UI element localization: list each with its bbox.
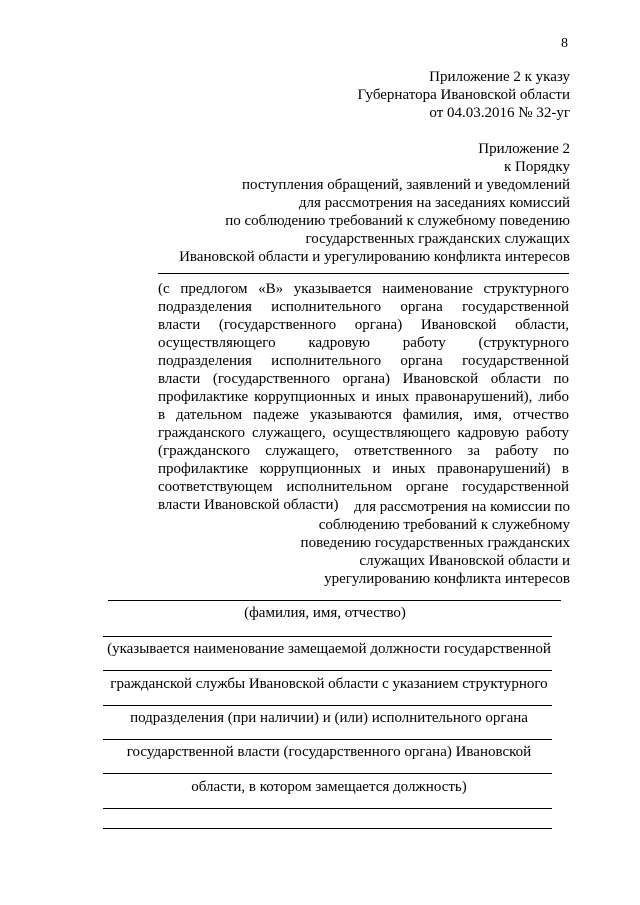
instruction-line: осуществляющего кадровую работу (структурного: [158, 335, 569, 351]
commission-line: поведению государственных гражданских: [300, 535, 570, 551]
position-caption: гражданской службы Ивановской области с указанием структурного: [110, 676, 548, 692]
appendix-order-line: государственных гражданских служащих: [305, 231, 570, 247]
instruction-line: профилактике коррупционных и иных правонарушений) в: [158, 461, 569, 477]
appendix-order-line: к Порядку: [504, 159, 570, 175]
appendix-decree-line: от 04.03.2016 № 32-уг: [429, 105, 570, 121]
commission-line: соблюдению требований к служебному: [318, 517, 570, 533]
position-caption: государственной власти (государственного органа) Ивановской: [126, 744, 532, 760]
page-number: 8: [561, 36, 568, 51]
appendix-order-line: Ивановской области и урегулированию конфликта интересов: [179, 249, 570, 265]
commission-line: служащих Ивановской области и: [359, 553, 570, 569]
position-caption: области, в котором замещается должность): [191, 779, 467, 795]
position-line[interactable]: [103, 828, 552, 829]
position-caption: подразделения (при наличии) и (или) исполнительного органа: [130, 710, 528, 726]
position-line[interactable]: [103, 636, 552, 637]
position-line[interactable]: [103, 739, 552, 740]
instruction-line: соответствующем исполнительном органе государственной: [158, 479, 569, 495]
commission-heading: [301, 498, 570, 588]
appendix-decree-line: Губернатора Ивановской области: [357, 87, 570, 103]
instruction-line: власти Ивановской области): [158, 497, 339, 513]
full-name-caption: (фамилия, имя, отчество): [244, 605, 406, 621]
commission-line: для рассмотрения на комиссии по: [354, 499, 570, 515]
instruction-line: власти (государственного органа) Ивановской области по: [158, 371, 569, 387]
appendix-decree-heading: [357, 68, 570, 122]
instruction-line: (с предлогом «В» указывается наименование структурного: [158, 281, 569, 297]
position-line[interactable]: [103, 773, 552, 774]
instruction-line: власти (государственного органа) Ивановской области,: [158, 317, 569, 333]
addressee-instructions: [158, 280, 569, 514]
appendix-order-line: для рассмотрения на заседаниях комиссий: [298, 195, 570, 211]
instruction-line: подразделения исполнительного органа государственной: [158, 353, 569, 369]
position-line[interactable]: [103, 808, 552, 809]
position-caption: (указывается наименование замещаемой должности государственной: [107, 641, 551, 657]
instruction-line: подразделения исполнительного органа государственной: [158, 299, 569, 315]
full-name-line[interactable]: [108, 600, 561, 601]
appendix-order-line: по соблюдению требований к служебному поведению: [225, 213, 570, 229]
appendix-order-line: Приложение 2: [478, 141, 570, 157]
instruction-line: гражданского служащего, осуществляющего кадровую работу: [158, 425, 569, 441]
instruction-line: в дательном падеже указываются фамилия, имя, отчество: [158, 407, 569, 423]
instruction-line: (гражданского служащего, ответственного за работу по: [158, 443, 569, 459]
commission-line: урегулированию конфликта интересов: [324, 571, 570, 587]
addressee-line[interactable]: [158, 273, 569, 274]
position-line[interactable]: [103, 705, 552, 706]
appendix-decree-line: Приложение 2 к указу: [429, 69, 570, 85]
appendix-order-line: поступления обращений, заявлений и уведомлений: [241, 177, 570, 193]
appendix-order-heading: [179, 140, 570, 266]
position-line[interactable]: [103, 670, 552, 671]
instruction-line: профилактике коррупционных и иных правонарушений), либо: [158, 389, 569, 405]
